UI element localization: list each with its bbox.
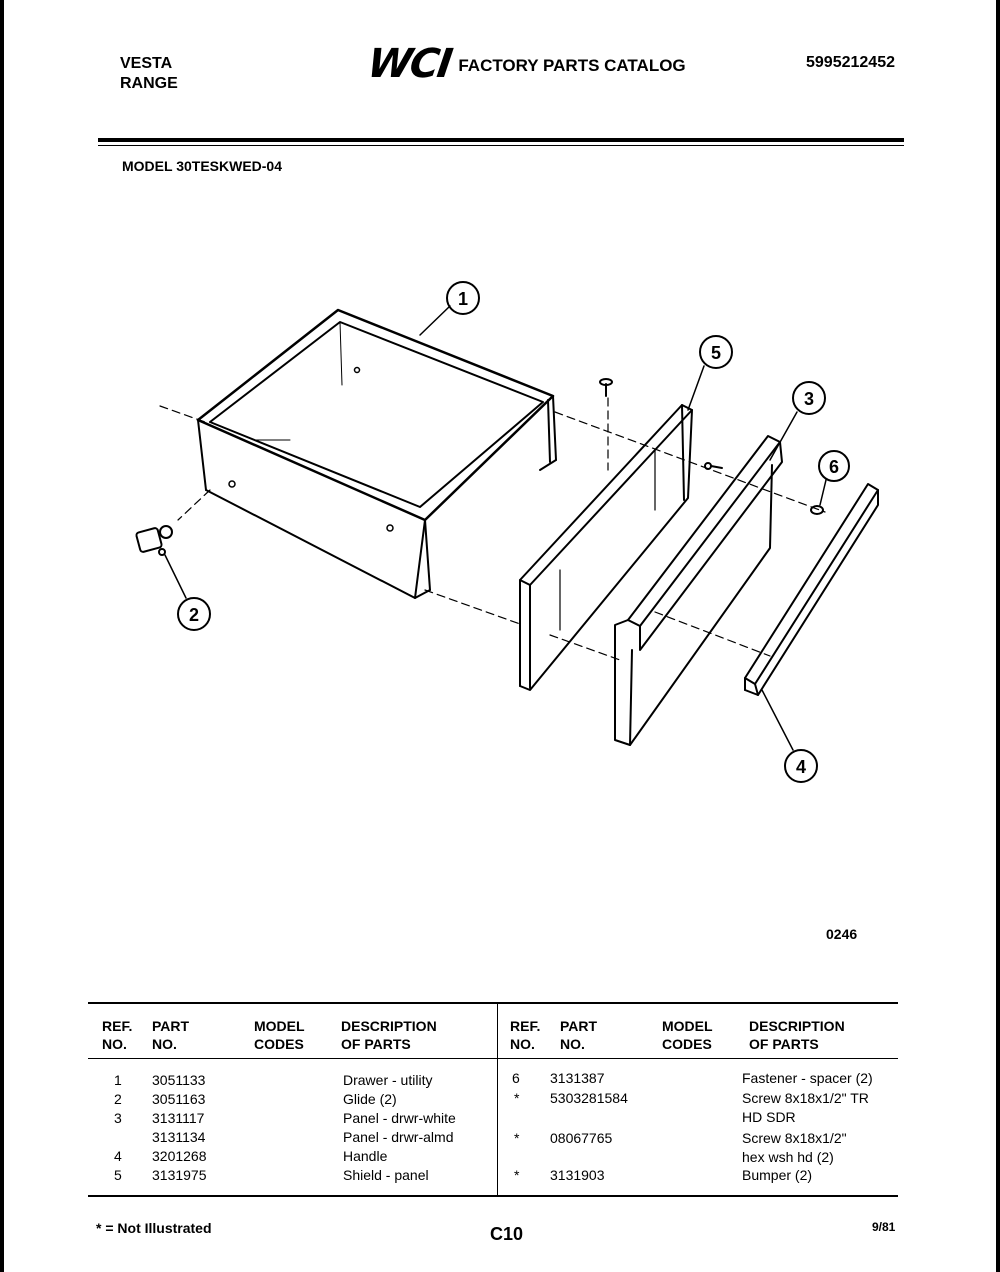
product-name: RANGE [120,75,178,92]
table-rule-header [88,1058,898,1059]
row-ref: 3 [114,1110,122,1126]
shield-panel [520,405,692,690]
row-part: 3131134 [152,1129,206,1145]
row-part: 5303281584 [550,1090,628,1106]
header-description-right: DESCRIPTION OF PARTS [749,1018,845,1052]
row-part: 3131903 [550,1167,605,1183]
row-ref: * [514,1090,520,1106]
callout-6: 6 [828,457,840,477]
row-desc: Panel - drwr-white [343,1110,456,1126]
glide [136,526,172,555]
revision-date: 9/81 [872,1220,896,1234]
row-desc: Screw 8x18x1/2" hex wsh hd (2) [742,1130,847,1165]
row-ref: 6 [512,1070,520,1086]
row-part: 3131975 [152,1167,207,1183]
table-rule-bottom [88,1195,898,1197]
row-ref: 4 [114,1148,122,1164]
header-ref-no: REF. NO. [102,1018,133,1052]
row-part: 3051133 [152,1072,206,1088]
header-model-codes: MODEL CODES [254,1018,305,1052]
header-description: DESCRIPTION OF PARTS [341,1018,437,1052]
row-ref: 1 [114,1072,122,1088]
row-ref: 5 [114,1167,122,1183]
row-desc: Drawer - utility [343,1072,433,1088]
catalog-number: 5995212452 [806,54,895,71]
figure-code: 0246 [826,926,858,942]
drawer-front-panel [615,436,782,745]
callout-4: 4 [795,757,807,777]
table-rule-top [88,1002,898,1004]
screw-side [705,463,722,469]
fastener-spacer [811,506,823,514]
callout-5: 5 [710,343,722,363]
page-code: C10 [490,1224,524,1244]
callout-1: 1 [457,289,469,309]
drawer-utility [198,310,556,598]
table-column-divider [497,1004,498,1195]
row-part: 3131387 [550,1070,605,1086]
row-desc: Handle [343,1148,388,1164]
row-desc: Shield - panel [343,1167,429,1183]
row-desc: Panel - drwr-almd [343,1129,454,1145]
row-desc: Fastener - spacer (2) [742,1070,873,1086]
brand-name: VESTA [120,55,173,72]
assembly-centerlines [160,398,825,660]
row-part: 3051163 [152,1091,206,1107]
handle [745,484,878,695]
not-illustrated-note: * = Not Illustrated [96,1220,212,1236]
model-number: MODEL 30TESKWED-04 [122,158,282,174]
wci-logo: WCI [364,41,454,87]
row-ref: * [514,1130,520,1146]
row-desc: Bumper (2) [742,1167,813,1183]
header-model-codes-right: MODEL CODES [662,1018,713,1052]
header-part-no: PART NO. [152,1018,190,1052]
header-part-no-right: PART NO. [560,1018,598,1052]
row-part: 3131117 [152,1110,205,1126]
screw [600,379,612,396]
row-ref: * [514,1167,520,1183]
catalog-title: FACTORY PARTS CATALOG [458,56,686,75]
row-ref: 2 [114,1091,122,1107]
callout-3: 3 [803,389,815,409]
row-part: 08067765 [550,1130,613,1146]
header-ref-no-right: REF. NO. [510,1018,541,1052]
row-desc: Glide (2) [343,1091,397,1107]
row-part: 3201268 [152,1148,207,1164]
row-desc: Screw 8x18x1/2" TR HD SDR [742,1090,869,1125]
callout-2: 2 [188,605,200,625]
